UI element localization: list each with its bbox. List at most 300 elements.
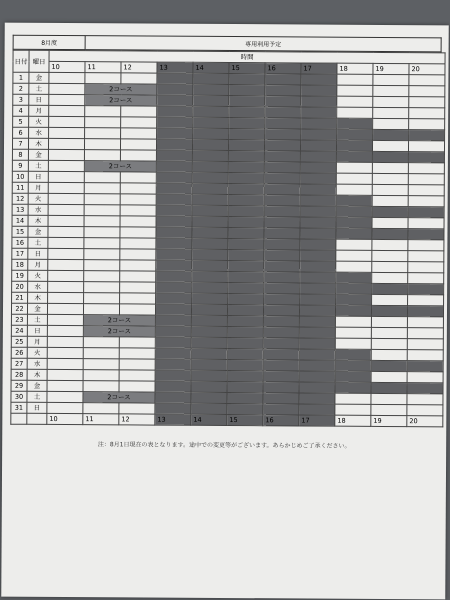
- reserved-slot: [264, 217, 300, 228]
- reserved-slot: [300, 239, 336, 250]
- open-slot: [84, 205, 120, 216]
- open-slot: [407, 350, 443, 361]
- reserved-slot: [227, 360, 263, 371]
- reserved-slot: [155, 392, 191, 403]
- reserved-slot: [228, 195, 264, 206]
- reserved-slot: [227, 349, 263, 360]
- reserved-slot: [157, 95, 193, 106]
- open-slot: [372, 140, 408, 151]
- reserved-slot: [229, 107, 265, 118]
- open-slot: [120, 205, 156, 216]
- reserved-slot: [300, 195, 336, 206]
- reserved-slot: [265, 74, 301, 85]
- reserved-slot: [192, 205, 228, 216]
- reserved-slot: [300, 294, 336, 305]
- reserved-slot: [301, 118, 337, 129]
- day-cell: 24: [11, 325, 27, 336]
- open-slot: [48, 226, 84, 237]
- open-slot: [120, 183, 156, 194]
- reserved-slot: [301, 96, 337, 107]
- reserved-slot: [156, 249, 192, 260]
- open-slot: [47, 347, 83, 358]
- reserved-slot: [227, 404, 263, 415]
- open-slot: [408, 262, 444, 273]
- reserved-slot: [228, 217, 264, 228]
- reserved-slot: [264, 173, 300, 184]
- reserved-slot: [301, 74, 337, 85]
- course-block: 2コース: [85, 95, 157, 106]
- reserved-slot: [265, 129, 301, 140]
- open-slot: [337, 85, 373, 96]
- open-slot: [337, 107, 373, 118]
- open-slot: [372, 250, 408, 261]
- reserved-slot: [192, 249, 228, 260]
- day-cell: 8: [12, 149, 28, 160]
- month-label: 8月度: [13, 35, 85, 49]
- day-cell: 27: [11, 358, 27, 369]
- open-slot: [83, 403, 119, 414]
- reserved-slot: [335, 349, 371, 360]
- open-slot: [84, 238, 120, 249]
- day-cell: 30: [11, 391, 27, 402]
- paper-sheet: [1, 23, 448, 600]
- reserved-slot: [156, 216, 192, 227]
- day-cell: 31: [11, 402, 27, 413]
- reserved-slot: [193, 128, 229, 139]
- day-cell: 21: [12, 292, 28, 303]
- open-slot: [120, 282, 156, 293]
- open-slot: [336, 250, 372, 261]
- reserved-slot: [264, 206, 300, 217]
- reserved-slot: [335, 305, 371, 316]
- hour-header-20: 20: [409, 64, 445, 75]
- time-group-header: 時間: [49, 50, 445, 63]
- reserved-slot: [372, 283, 408, 294]
- reserved-slot: [229, 118, 265, 129]
- day-cell: 10: [12, 171, 28, 182]
- reserved-slot: [373, 129, 409, 140]
- reserved-slot: [156, 205, 192, 216]
- reserved-slot: [156, 227, 192, 238]
- reserved-slot: [336, 195, 372, 206]
- open-slot: [84, 150, 120, 161]
- open-slot: [84, 216, 120, 227]
- schedule-title: 専用利用予定: [85, 36, 441, 52]
- reserved-slot: [156, 150, 192, 161]
- reserved-slot: [192, 293, 228, 304]
- day-cell: 18: [12, 259, 28, 270]
- reserved-slot: [192, 227, 228, 238]
- open-slot: [47, 380, 83, 391]
- reserved-slot: [156, 194, 192, 205]
- reserved-slot: [299, 338, 335, 349]
- reserved-slot: [228, 206, 264, 217]
- open-slot: [48, 270, 84, 281]
- reserved-slot: [157, 106, 193, 117]
- open-slot: [337, 96, 373, 107]
- reserved-slot: [156, 161, 192, 172]
- open-slot: [83, 348, 119, 359]
- day-cell: 11: [12, 182, 28, 193]
- day-cell: 6: [13, 127, 29, 138]
- weekday-cell: 土: [28, 160, 48, 171]
- reserved-slot: [227, 382, 263, 393]
- reserved-slot: [300, 140, 336, 151]
- reserved-slot: [228, 294, 264, 305]
- reserved-slot: [155, 403, 191, 414]
- open-slot: [84, 194, 120, 205]
- day-cell: 25: [11, 336, 27, 347]
- reserved-slot: [300, 162, 336, 173]
- weekday-cell: 月: [29, 105, 49, 116]
- reserved-slot: [191, 392, 227, 403]
- open-slot: [48, 237, 84, 248]
- weekday-cell: 火: [28, 193, 48, 204]
- reserved-slot: [336, 272, 372, 283]
- open-slot: [409, 119, 445, 130]
- day-cell: 28: [11, 369, 27, 380]
- reserved-slot: [192, 172, 228, 183]
- open-slot: [372, 294, 408, 305]
- open-slot: [83, 304, 119, 315]
- reserved-slot: [157, 84, 193, 95]
- weekday-cell: 水: [29, 127, 49, 138]
- open-slot: [47, 336, 83, 347]
- hour-footer-16: 16: [263, 415, 299, 426]
- weekday-cell: 金: [27, 380, 47, 391]
- open-slot: [47, 402, 83, 413]
- open-slot: [49, 116, 85, 127]
- reserved-slot: [263, 338, 299, 349]
- hour-footer-11: 11: [83, 414, 119, 425]
- reserved-slot: [263, 371, 299, 382]
- open-slot: [47, 358, 83, 369]
- reserved-slot: [299, 349, 335, 360]
- reserved-slot: [263, 393, 299, 404]
- reserved-slot: [263, 316, 299, 327]
- hour-footer-10: 10: [47, 413, 83, 424]
- open-slot: [407, 394, 443, 405]
- reserved-slot: [371, 382, 407, 393]
- reserved-slot: [299, 360, 335, 371]
- open-slot: [83, 381, 119, 392]
- reserved-slot: [229, 85, 265, 96]
- open-slot: [407, 405, 443, 416]
- weekday-cell: 日: [27, 325, 47, 336]
- reserved-slot: [265, 107, 301, 118]
- open-slot: [120, 150, 156, 161]
- weekday-cell: 金: [28, 149, 48, 160]
- reserved-slot: [156, 282, 192, 293]
- reserved-slot: [228, 140, 264, 151]
- reserved-slot: [229, 96, 265, 107]
- reserved-slot: [227, 338, 263, 349]
- reserved-slot: [299, 404, 335, 415]
- open-slot: [120, 271, 156, 282]
- open-slot: [47, 391, 83, 402]
- open-slot: [371, 371, 407, 382]
- reserved-slot: [336, 294, 372, 305]
- reserved-slot: [263, 360, 299, 371]
- hour-header-13: 13: [157, 62, 193, 73]
- open-slot: [336, 162, 372, 173]
- open-slot: [373, 107, 409, 118]
- open-slot: [49, 127, 85, 138]
- day-cell: 13: [12, 204, 28, 215]
- reserved-slot: [155, 304, 191, 315]
- open-slot: [408, 273, 444, 284]
- open-slot: [120, 293, 156, 304]
- open-slot: [373, 118, 409, 129]
- weekday-cell: 月: [28, 182, 48, 193]
- open-slot: [335, 404, 371, 415]
- open-slot: [119, 337, 155, 348]
- open-slot: [48, 193, 84, 204]
- reserved-slot: [193, 73, 229, 84]
- open-slot: [84, 183, 120, 194]
- hour-header-15: 15: [229, 63, 265, 74]
- open-slot: [372, 217, 408, 228]
- hour-footer-18: 18: [335, 415, 371, 426]
- reserved-slot: [300, 261, 336, 272]
- reserved-slot: [193, 84, 229, 95]
- open-slot: [84, 293, 120, 304]
- open-slot: [84, 172, 120, 183]
- day-cell: 15: [12, 226, 28, 237]
- hour-header-19: 19: [373, 63, 409, 74]
- hour-header-11: 11: [85, 62, 121, 73]
- reserved-slot: [228, 162, 264, 173]
- reserved-slot: [156, 183, 192, 194]
- day-cell: 3: [13, 94, 29, 105]
- schedule-sheet: [10, 35, 440, 450]
- hour-footer-13: 13: [155, 414, 191, 425]
- course-block: 2コース: [83, 326, 155, 337]
- open-slot: [119, 348, 155, 359]
- reserved-slot: [336, 283, 372, 294]
- reserved-slot: [300, 228, 336, 239]
- weekday-cell: 土: [28, 237, 48, 248]
- reserved-slot: [299, 327, 335, 338]
- reserved-slot: [228, 173, 264, 184]
- reserved-slot: [191, 403, 227, 414]
- open-slot: [48, 138, 84, 149]
- reserved-slot: [155, 348, 191, 359]
- hour-header-14: 14: [193, 62, 229, 73]
- reserved-slot: [155, 359, 191, 370]
- open-slot: [407, 317, 443, 328]
- reserved-slot: [155, 370, 191, 381]
- open-slot: [407, 339, 443, 350]
- open-slot: [48, 171, 84, 182]
- hour-footer-15: 15: [227, 415, 263, 426]
- reserved-slot: [299, 305, 335, 316]
- open-slot: [49, 94, 85, 105]
- open-slot: [47, 303, 83, 314]
- open-slot: [371, 404, 407, 415]
- open-slot: [120, 194, 156, 205]
- reserved-slot: [193, 117, 229, 128]
- reserved-slot: [371, 305, 407, 316]
- reserved-slot: [193, 106, 229, 117]
- open-slot: [408, 251, 444, 262]
- reserved-slot: [301, 107, 337, 118]
- reserved-slot: [191, 337, 227, 348]
- open-slot: [337, 74, 373, 85]
- open-slot: [119, 370, 155, 381]
- open-slot: [49, 83, 85, 94]
- reserved-slot: [192, 161, 228, 172]
- reserved-slot: [264, 283, 300, 294]
- reserved-slot: [192, 194, 228, 205]
- open-slot: [336, 239, 372, 250]
- reserved-slot: [192, 260, 228, 271]
- open-slot: [336, 261, 372, 272]
- open-slot: [48, 248, 84, 259]
- day-column-header: 日付: [13, 50, 29, 72]
- reserved-slot: [264, 261, 300, 272]
- reserved-slot: [155, 381, 191, 392]
- open-slot: [336, 184, 372, 195]
- open-slot: [85, 128, 121, 139]
- hour-header-12: 12: [121, 62, 157, 73]
- open-slot: [120, 139, 156, 150]
- course-block: 2コース: [83, 315, 155, 326]
- day-cell: 1: [13, 72, 29, 83]
- open-slot: [48, 215, 84, 226]
- footer-spacer: [11, 413, 27, 424]
- weekday-cell: 金: [28, 226, 48, 237]
- day-cell: 19: [12, 270, 28, 281]
- open-slot: [373, 85, 409, 96]
- reserved-slot: [227, 371, 263, 382]
- weekday-cell: 水: [27, 358, 47, 369]
- reserved-slot: [156, 271, 192, 282]
- reserved-slot: [228, 261, 264, 272]
- reserved-slot: [336, 228, 372, 239]
- reserved-slot: [263, 349, 299, 360]
- day-cell: 23: [11, 314, 27, 325]
- day-cell: 14: [12, 215, 28, 226]
- reserved-slot: [265, 85, 301, 96]
- open-slot: [119, 403, 155, 414]
- reserved-slot: [227, 393, 263, 404]
- reserved-slot: [264, 162, 300, 173]
- reserved-slot: [337, 118, 373, 129]
- open-slot: [83, 337, 119, 348]
- reserved-slot: [300, 206, 336, 217]
- day-cell: 7: [12, 138, 28, 149]
- reserved-slot: [191, 326, 227, 337]
- open-slot: [84, 227, 120, 238]
- day-cell: 29: [11, 380, 27, 391]
- reserved-slot: [300, 272, 336, 283]
- open-slot: [408, 141, 444, 152]
- reserved-slot: [228, 151, 264, 162]
- reserved-slot: [155, 337, 191, 348]
- schedule-grid: [10, 50, 445, 428]
- open-slot: [371, 349, 407, 360]
- reserved-slot: [301, 85, 337, 96]
- weekday-cell: 木: [28, 215, 48, 226]
- open-slot: [121, 106, 157, 117]
- open-slot: [48, 204, 84, 215]
- reserved-slot: [372, 206, 408, 217]
- open-slot: [408, 295, 444, 306]
- reserved-slot: [228, 239, 264, 250]
- weekday-cell: 木: [28, 292, 48, 303]
- footnote: 注：8月1日現在の表となります。途中での変更等がございます。あらかじめご了承ください。: [97, 441, 351, 450]
- open-slot: [372, 173, 408, 184]
- open-slot: [372, 195, 408, 206]
- reserved-slot: [156, 139, 192, 150]
- open-slot: [408, 218, 444, 229]
- open-slot: [372, 239, 408, 250]
- weekday-cell: 金: [29, 72, 49, 83]
- reserved-slot: [300, 250, 336, 261]
- open-slot: [121, 128, 157, 139]
- reserved-slot: [264, 250, 300, 261]
- weekday-cell: 土: [27, 314, 47, 325]
- reserved-slot: [191, 370, 227, 381]
- reserved-slot: [264, 184, 300, 195]
- open-slot: [408, 174, 444, 185]
- reserved-slot: [192, 282, 228, 293]
- reserved-slot: [157, 117, 193, 128]
- open-slot: [408, 163, 444, 174]
- open-slot: [121, 73, 157, 84]
- weekday-column-header: 曜日: [29, 50, 49, 72]
- weekday-cell: 日: [28, 248, 48, 259]
- reserved-slot: [335, 360, 371, 371]
- hour-footer-17: 17: [299, 415, 335, 426]
- reserved-slot: [228, 184, 264, 195]
- day-cell: 17: [12, 248, 28, 259]
- weekday-cell: 火: [27, 347, 47, 358]
- open-slot: [409, 108, 445, 119]
- reserved-slot: [408, 207, 444, 218]
- reserved-slot: [263, 404, 299, 415]
- open-slot: [120, 260, 156, 271]
- open-slot: [84, 249, 120, 260]
- reserved-slot: [264, 228, 300, 239]
- open-slot: [84, 260, 120, 271]
- weekday-cell: 土: [27, 391, 47, 402]
- reserved-slot: [336, 206, 372, 217]
- open-slot: [372, 184, 408, 195]
- reserved-slot: [299, 316, 335, 327]
- reserved-slot: [265, 118, 301, 129]
- reserved-slot: [263, 382, 299, 393]
- open-slot: [84, 271, 120, 282]
- open-slot: [409, 86, 445, 97]
- reserved-slot: [264, 239, 300, 250]
- open-slot: [85, 73, 121, 84]
- reserved-slot: [156, 260, 192, 271]
- open-slot: [48, 292, 84, 303]
- open-slot: [371, 338, 407, 349]
- day-cell: 20: [12, 281, 28, 292]
- weekday-cell: 日: [29, 94, 49, 105]
- day-cell: 22: [11, 303, 27, 314]
- open-slot: [84, 282, 120, 293]
- reserved-slot: [155, 326, 191, 337]
- open-slot: [409, 75, 445, 86]
- open-slot: [120, 249, 156, 260]
- reserved-slot: [192, 238, 228, 249]
- reserved-slot: [301, 129, 337, 140]
- weekday-cell: 月: [28, 259, 48, 270]
